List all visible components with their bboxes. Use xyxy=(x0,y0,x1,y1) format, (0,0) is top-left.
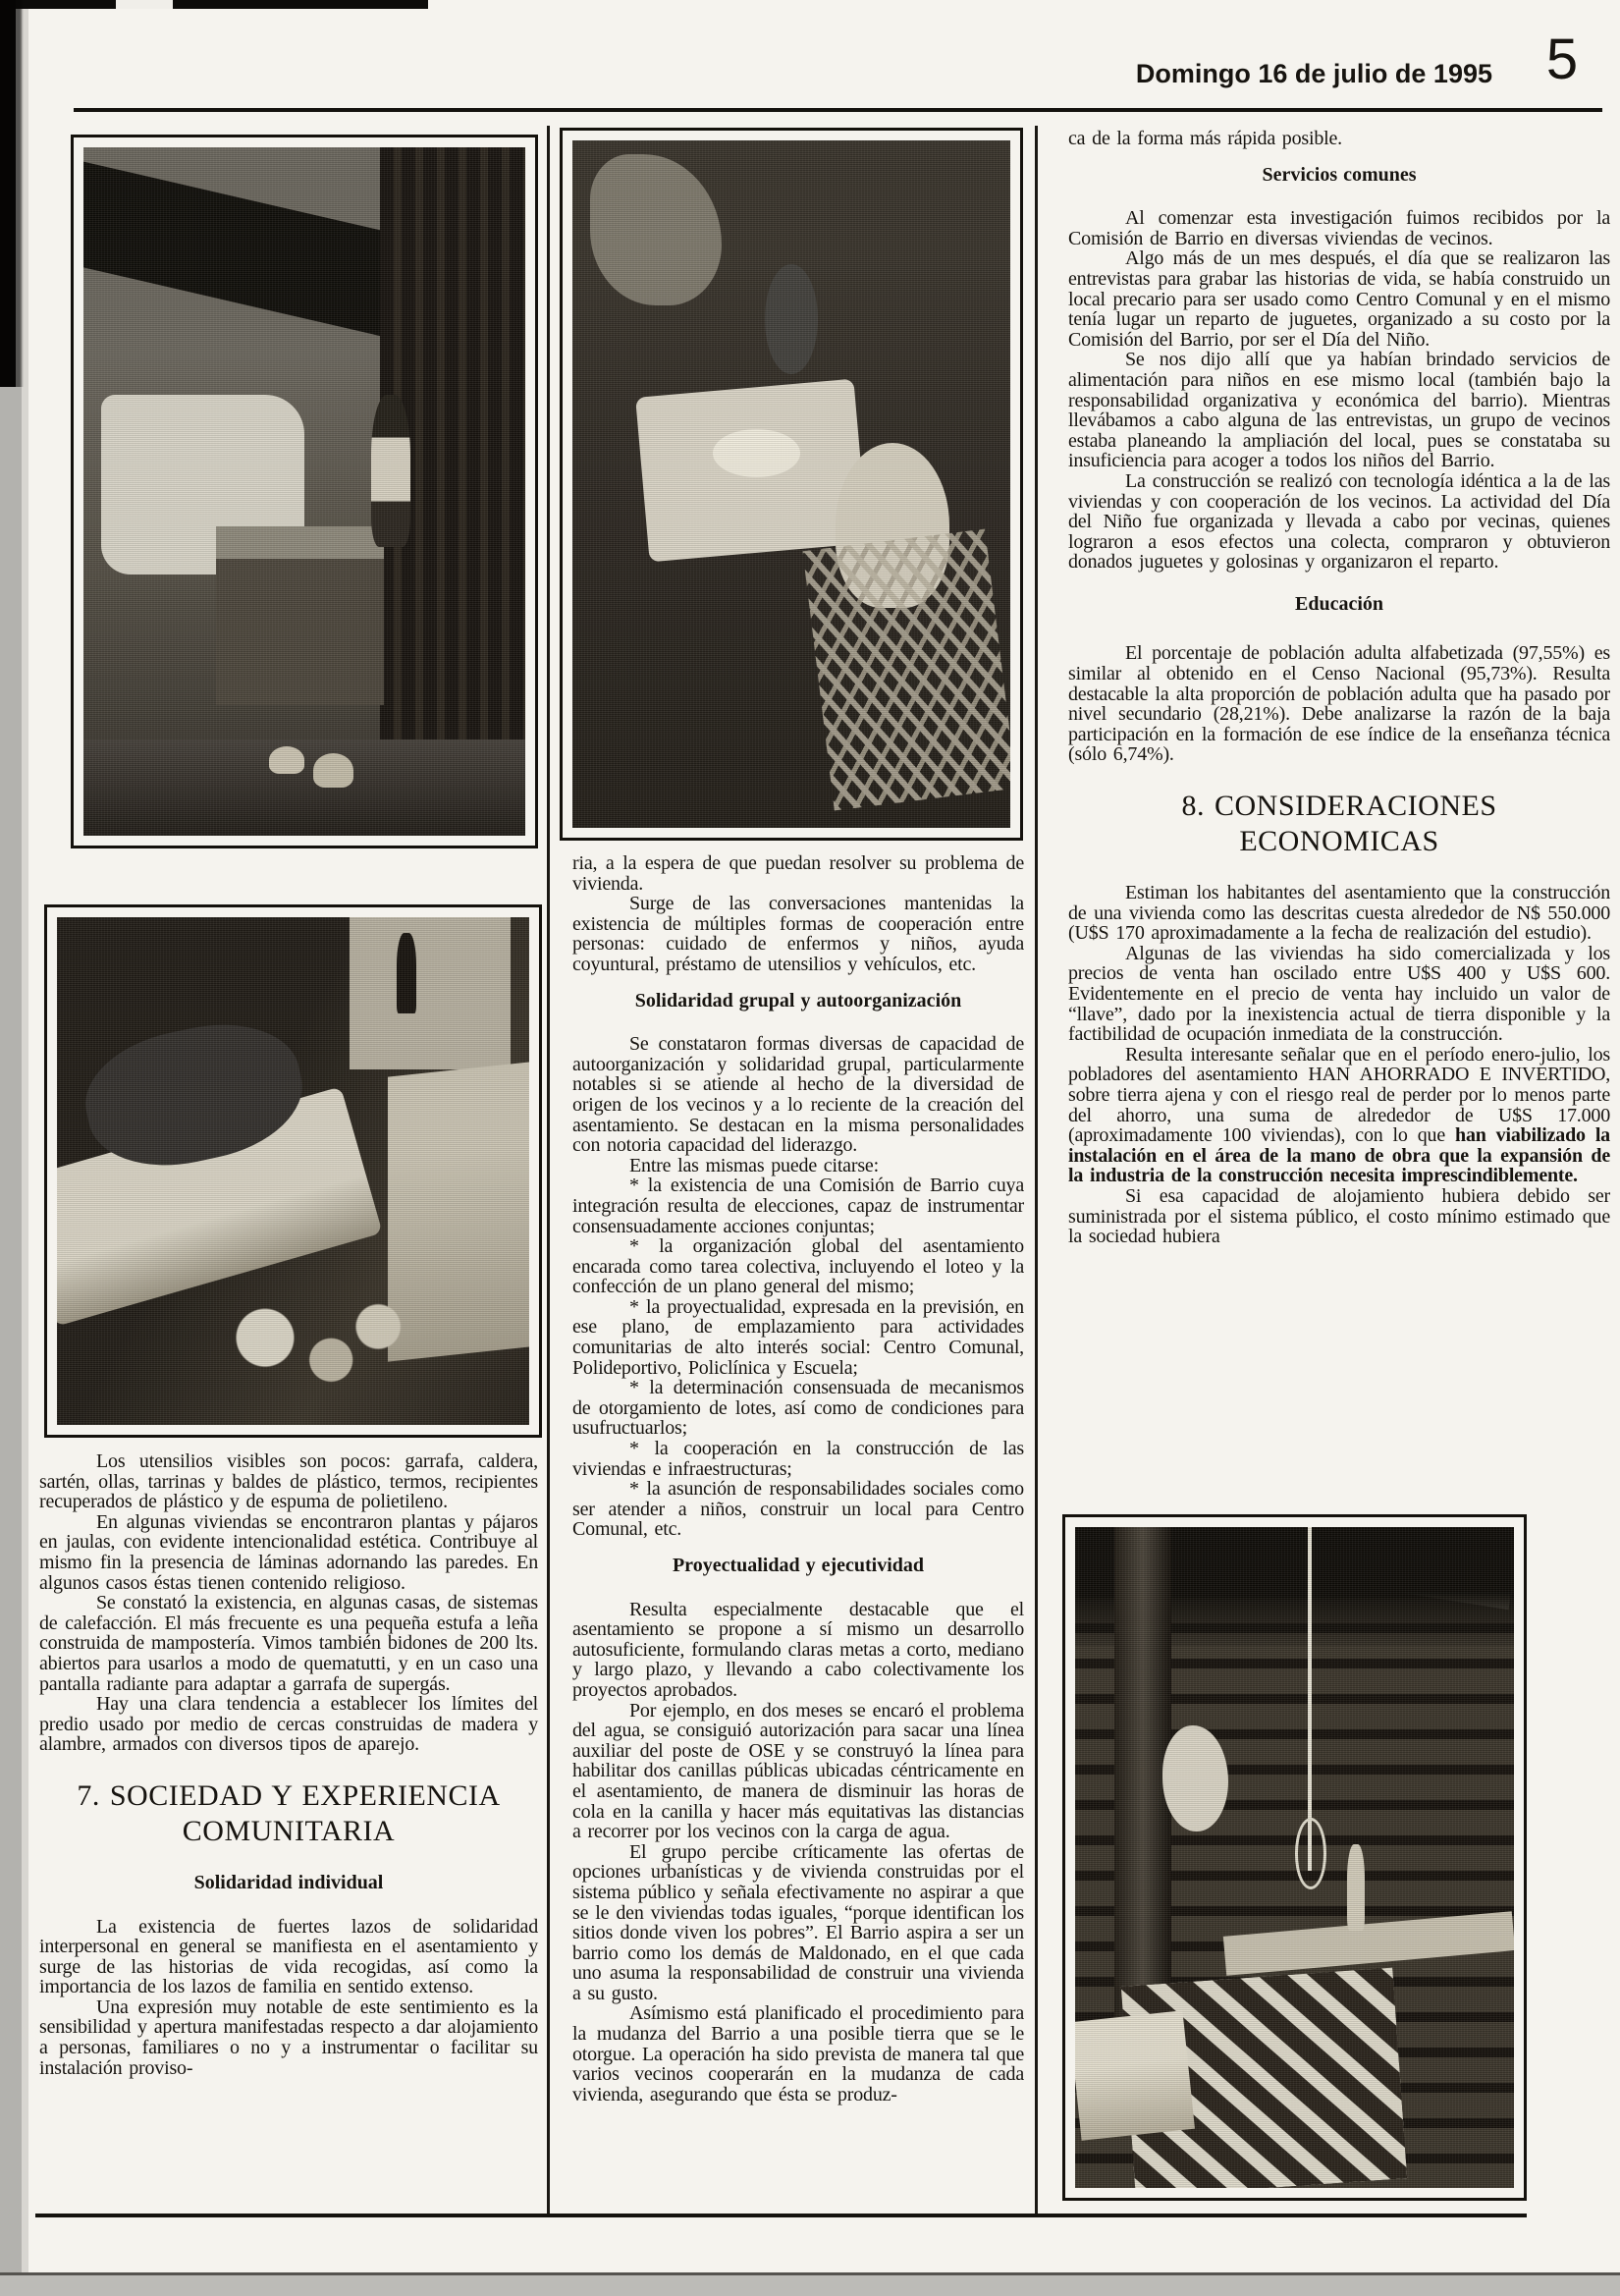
bottom-rule xyxy=(35,2214,1527,2217)
photo-detail-ground xyxy=(83,739,525,836)
scan-left-artifact xyxy=(0,0,24,387)
page-number: 5 xyxy=(1545,27,1579,91)
photo-detail-shelf xyxy=(1223,1911,1514,1976)
column-divider-left xyxy=(547,126,550,2214)
scan-top-artifact xyxy=(0,0,428,9)
paragraph: Se constataron formas diversas de capacidad de autoorganización y solidaridad grupal, particularmente notables si se atiende al hecho de la diversidad de origen de los vecinos y a lo reciente de la creación del asentamiento. Se destacan en la misma personalidades con notoria capacidad del liderazgo. xyxy=(572,1033,1024,1157)
column-divider-right xyxy=(1035,126,1038,2214)
photo-detail-dog xyxy=(269,746,304,774)
list-item: * la organización global del asentamiento encarada como tarea colectiva, incluyendo el loteo y la confección de un plano general del mismo; xyxy=(572,1235,1024,1298)
photo-detail-clutter xyxy=(218,1293,406,1405)
photo-detail-woman xyxy=(371,395,411,546)
photo-detail-background xyxy=(83,147,525,836)
list-item: * la existencia de una Comisión de Barrio cuya integración resulta de elecciones, capaz de instrumentar consensuadamente acciones conjuntas; xyxy=(572,1175,1024,1237)
subheading-solidaridad-grupal: Solidaridad grupal y autoorganización xyxy=(634,989,962,1011)
paragraph: Resulta especialmente destacable que el asentamiento se propone a sí mismo un desarrollo autosuficiente, formulando claras metas a corto, mediano y largo plazo, y llevando a cabo colectivamente los proyectos aprobados. xyxy=(572,1598,1024,1701)
photo-interior-bed-image xyxy=(57,917,529,1425)
photo-detail-dog xyxy=(313,753,353,788)
scan-top-artifact-notch xyxy=(116,0,173,9)
list-item: * la cooperación en la construcción de las viviendas e infraestructuras; xyxy=(572,1438,1024,1480)
photo-detail-hanging-clothes xyxy=(590,154,722,305)
photo-detail-roof-beam xyxy=(1205,1527,1514,1611)
paragraph: Por ejemplo, en dos meses se encaró el problema del agua, se consiguió autorización para sacar una línea auxiliar del poste de OSE y se construyó la línea para habilitar dos canillas públicas ubicadas céntricamente en el asentamiento, de manera de disminuir las horas de cola en la canilla y hacer más equitativas las distancias a recorrer por los vecinos con la carga de agua. xyxy=(572,1699,1024,1843)
photo-detail-roof xyxy=(1075,1527,1514,1646)
photo-detail-wood-post xyxy=(1114,1527,1171,2029)
photo-detail-box xyxy=(1075,2010,1195,2141)
photo-detail-wall xyxy=(350,917,511,1069)
section-heading-sociedad: 7. SOCIEDAD Y EXPERIENCIA COMUNITARIA xyxy=(77,1778,501,1847)
photo-detail-bottle xyxy=(397,933,415,1014)
subheading-solidaridad-individual: Solidaridad individual xyxy=(193,1871,384,1893)
photo-detail-background xyxy=(57,917,529,1425)
paragraph: Estiman los habitantes del asentamiento que la construcción de una vivienda como las descritas cuesta alrededor de N$ 550.000 (U$S 170 aproximadamente a la fecha de realización del estudio). xyxy=(1068,882,1610,945)
paragraph: Hay una clara tendencia a establecer los límites del predio usado por medio de cercas construidas de madera y alambre, armados con diversos tipos de aparejo. xyxy=(39,1693,538,1756)
photo-detail-bed xyxy=(57,1086,383,1327)
photo-detail-person-lying xyxy=(74,1008,313,1181)
paragraph: Al comenzar esta investigación fuimos recibidos por la Comisión de Barrio en diversas viviendas de vecinos. xyxy=(1068,207,1610,249)
paragraph: La construcción se realizó con tecnología idéntica a la de las viviendas y con cooperación de los vecinos. La actividad del Día del Niño fue organizada y llevada a cabo por vecinas, quienes lograron a esos efectos una colecta, compraron y obtuvieron donados juguetes y golosinas y organizaron el reparto. xyxy=(1068,469,1610,574)
list-item: * la proyectualidad, expresada en la previsión, en ese plano, de emplazamiento para actividades comunitarias de alto interés social: Centro Comunal, Polideportivo, Policlínica y Escuela; xyxy=(572,1295,1024,1379)
paragraph: Asímismo está planificado el procedimiento para la mudanza del Barrio a una posible tierra que se le otorgue. La operación ha sido prevista de manera tal que varios vecinos cooperarán en la mudanza de cada vivienda, asegurando que ésta se produz- xyxy=(572,2002,1024,2105)
paragraph: Una expresión muy notable de este sentimiento es la sensibilidad y apertura manifestadas respecto a dar alojamiento a personas, familiares o no y a instrumentar o facilitar su instalación proviso- xyxy=(39,1995,538,2079)
photo-interior-table-image xyxy=(572,140,1010,828)
photo-detail-rope xyxy=(1308,1527,1312,1871)
photo-shack-interior-image xyxy=(1075,1527,1514,2188)
photo-detail-sky xyxy=(101,395,304,574)
photo-detail-checked-blanket xyxy=(1120,1967,1406,2188)
paragraph: Se constató la existencia, en algunas casas, de sistemas de calefacción. El más frecuente es una pequeña estufa a leña construida de mampostería. Vimos también bidones de 200 lts. abiertos para usarlos a modo de quematutti, y en un caso una pantalla radiante para adaptar a garrafa de supergás. xyxy=(39,1592,538,1695)
photo-detail-log-wall xyxy=(1075,1527,1514,2188)
paragraph: La existencia de fuertes lazos de solidaridad interpersonal en general se manifiesta en el asentamiento y surge de las historias de vida recogidas, así como la importancia de los lazos de familia en sentido extenso. xyxy=(39,1915,538,1998)
photo-detail-shelf xyxy=(216,526,384,705)
photo-detail-hanging-bag xyxy=(1162,1725,1228,1831)
photo-detail-tablecloth xyxy=(635,379,868,563)
left-column xyxy=(39,1451,538,2078)
scan-bottom-edge xyxy=(0,2272,1620,2296)
header-date: Domingo 16 de julio de 1995 xyxy=(1135,59,1492,88)
photo-detail-wood-wall xyxy=(380,147,526,781)
paragraph: El grupo percibe críticamente las ofertas de opciones urbanísticas y de vivienda construidas por el sistema público y señala efectivamente no aspirar a que se le den viviendas todas iguales, “porque identifican los sitios donde viven los pobres”. El Barrio aspira a ser un barrio como los demás de Maldonado, en el que cada uno asuma la responsabilidad de construir una vivienda a su gusto. xyxy=(572,1840,1024,2004)
paragraph: Entre las mismas puede citarse: xyxy=(629,1154,879,1176)
paragraph: Se nos dijo allí que ya habían brindado servicios de alimentación para niños en ese mismo local (también bajo la responsabilidad organizativa y económica del barrio). Mientras llevábamos a cabo alguna de las entrevistas, un grupo de vecinos estaba planeando la ampliación del local, pues se constataba su insuficiencia para acoger a todos los niños del Barrio. xyxy=(1068,349,1610,472)
subheading-servicios-comunes: Servicios comunes xyxy=(1262,163,1417,186)
section-heading-consideraciones: 8. CONSIDERACIONES ECONOMICAS xyxy=(1181,790,1497,858)
paragraph: Surge de las conversaciones mantenidas la existencia de múltiples formas de cooperación entre personas: cuidado de enfermos y niños, ayuda coyuntural, préstamo de utensilios y vehículos, etc. xyxy=(572,893,1024,975)
paragraph: Resulta interesante señalar que en el período enero-julio, los pobladores del asentamiento HAN AHORRADO E INVERTIDO, sobre tierra ajena y con el riesgo real de perder por lo menos parte del ahorro, una suma de alrededor de U$S 17.000 (aproximadamente 100 viviendas), con lo que han viabilizado la instalación en el área de la mano de obra que la expansión de la industria de la construcción necesita imprescindiblemente. xyxy=(1068,1043,1610,1187)
middle-column xyxy=(572,853,1024,2105)
paragraph: ca de la forma más rápida posible. xyxy=(1068,128,1342,149)
subheading-proyectualidad: Proyectualidad y ejecutividad xyxy=(672,1555,925,1576)
photo-outdoor-shack xyxy=(71,135,538,848)
paragraph: El porcentaje de población adulta alfabetizada (97,55%) es similar al obtenido en el Censo Nacional (95,73%). Resulta destacable la alta proporción de población adulta que ha pasado por nivel secundario (28,21%). Debe analizarse la razón de la baja participación en la formación de ese índice de la enseñanza técnica (sólo 6,74%). xyxy=(1068,642,1610,766)
photo-detail-roof-beam xyxy=(83,158,525,378)
right-column xyxy=(1068,129,1610,1247)
paragraph: En algunas viviendas se encontraron plantas y pájaros en jaulas, con evidente intencionalidad estética. Contribuye al mismo fin la presencia de láminas adornando las paredes. En algunos casos éstas tienen contenido religioso. xyxy=(39,1510,538,1594)
paragraph: Algunas de las viviendas ha sido comercializada y los precios de venta han oscilado entre U$S 400 y U$S 600. Evidentemente en el precio de venta hay incluido un valor de “llave”, dado por la inexistencia actual de tierra disponible y la factibilidad de ocupación inmediata de la construcción. xyxy=(1068,942,1610,1046)
paragraph: Algo más de un mes después, el día que se realizaron las entrevistas para grabar las historias de vida, se había construido un local precario para ser usado como Centro Comunal y en el mismo tenía lugar un reparto de juguetes, organizado a su costo por la Comisión del Barrio, por ser el Día del Niño. xyxy=(1068,247,1610,351)
paragraph: Los utensilios visibles son pocos: garrafa, caldera, sartén, ollas, tarrinas y baldes de plástico, termos, recipientes recuperados de plástico y de espuma de polietileno. xyxy=(39,1450,538,1513)
photo-shack-interior xyxy=(1062,1514,1527,2201)
paragraph: ria, a la espera de que puedan resolver su problema de vivienda. xyxy=(572,852,1024,895)
list-item: * la determinación consensuada de mecanismos de otorgamiento de lotes, así como de condiciones para usufructuarlos; xyxy=(572,1377,1024,1440)
photo-detail-background xyxy=(572,140,1010,828)
photo-interior-table xyxy=(560,128,1023,841)
photo-detail-wicker-chair xyxy=(802,529,1010,811)
header-rule xyxy=(74,108,1602,112)
photo-interior-bed xyxy=(44,904,542,1438)
photo-detail-child xyxy=(836,443,949,608)
photo-outdoor-shack-image xyxy=(83,147,525,836)
photo-detail-table xyxy=(388,1063,529,1362)
subheading-educacion: Educación xyxy=(1294,592,1384,615)
photo-detail-person xyxy=(765,264,818,374)
list-item: * la asunción de responsabilidades sociales como ser atender a niños, construir un local para Centro Comunal, etc. xyxy=(572,1478,1024,1541)
paragraph: Si esa capacidad de alojamiento hubiera debido ser suministrada por el sistema público, el costo mínimo estimado que la sociedad hubiera xyxy=(1068,1184,1610,1248)
photo-detail-rope-knot xyxy=(1295,1818,1327,1889)
photo-detail-plate xyxy=(713,429,800,477)
photo-detail-bottle xyxy=(1347,1844,1365,1930)
